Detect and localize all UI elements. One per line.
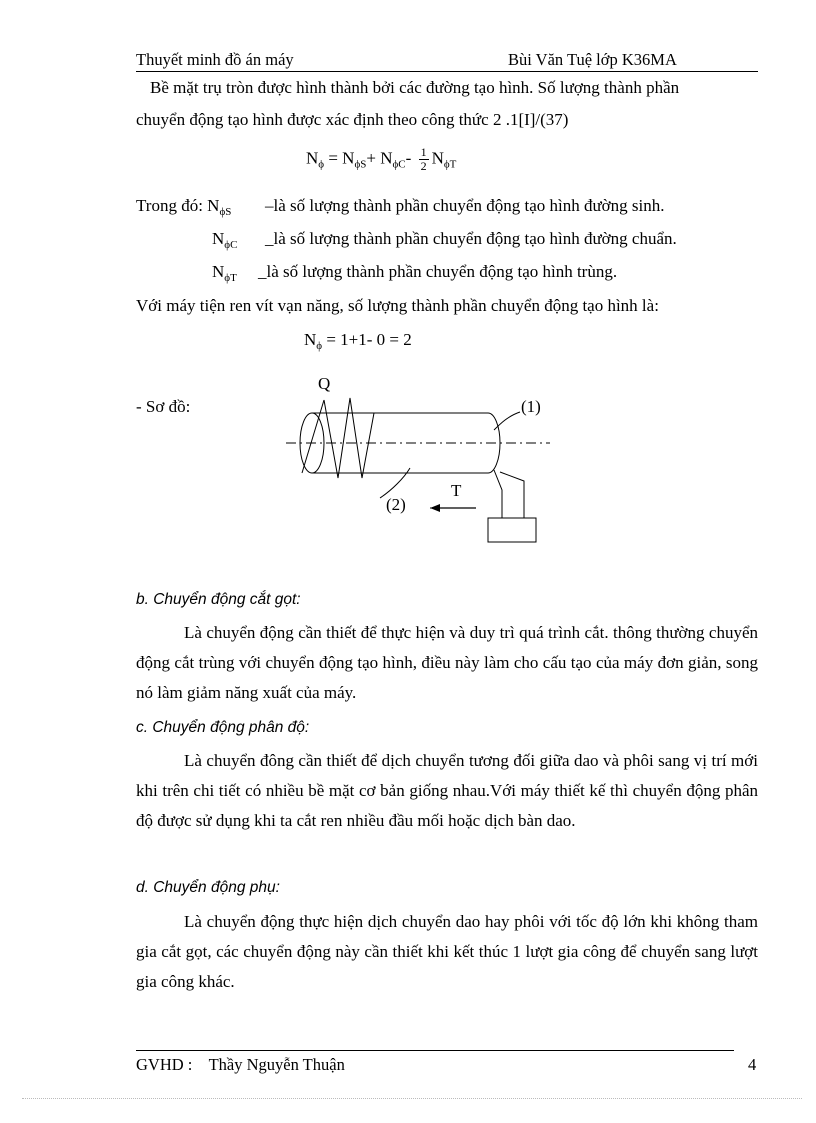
lathe-diagram: [280, 368, 570, 553]
header-left: Thuyết minh đồ án máy: [136, 50, 294, 69]
footer-rule: [136, 1050, 734, 1051]
diagram-label-1: (1): [521, 397, 541, 416]
definition-symbol: N: [212, 262, 225, 281]
result-value: = 1+1- 0 = 2: [322, 330, 412, 349]
formula-plus: +: [366, 148, 381, 168]
formula-lhs: N: [306, 148, 319, 168]
tool-holder: [488, 518, 536, 542]
definition-row-2: [212, 229, 237, 251]
page-number: 4: [748, 1055, 757, 1074]
definition-row-3: [212, 262, 237, 284]
definition-symbol-sub: ϕS: [219, 206, 232, 218]
fraction-numerator: 1: [420, 145, 427, 159]
definition-symbol: N: [207, 196, 220, 215]
section-c-title: c. Chuyển động phân độ:: [136, 719, 310, 736]
formula-eq: =: [324, 148, 343, 168]
formula-fraction: [419, 146, 429, 173]
result-symbol: N: [304, 330, 317, 349]
formula-result: [304, 330, 412, 352]
formula-lhs-sub: ϕ: [318, 158, 325, 171]
definition-text-2: _là số lượng thành phần chuyển động tạo hình đường chuẩn.: [265, 229, 677, 248]
diagram-label: - Sơ đồ:: [136, 397, 191, 416]
definition-symbol-sub: ϕC: [224, 239, 238, 251]
header-right: Bùi Văn Tuệ lớp K36MA: [508, 50, 677, 69]
section-d-text: Là chuyển động thực hiện dịch chuyển dao hay phôi với tốc độ lớn khi không tham gia cắt gọt, các chuyển động này cần thiết khi kết thúc 1 lượt gia công để chuyển sang lượt gia công khác.: [136, 912, 758, 991]
intro-line-1: Bề mặt trụ tròn được hình thành bởi các đường tạo hình. Số lượng thành phần: [150, 78, 680, 97]
lathe-line: Với máy tiện ren vít vạn năng, số lượng thành phần chuyển động tạo hình là:: [136, 296, 659, 315]
tool-shank-right: [500, 472, 524, 518]
definition-text-1: –là số lượng thành phần chuyển động tạo hình đường sinh.: [265, 196, 665, 215]
formula-t3: N: [431, 148, 444, 168]
definition-row-1: [136, 196, 231, 218]
definition-symbol: N: [212, 229, 225, 248]
formula-minus: -: [405, 148, 416, 168]
diagram-label-q: Q: [318, 374, 331, 393]
definition-text-3: _là số lượng thành phần chuyển động tạo hình trùng.: [258, 262, 618, 281]
footer-advisor: GVHD : Thầy Nguyễn Thuận: [136, 1055, 345, 1074]
page-bottom-border: [22, 1098, 802, 1099]
formula-t2: N: [380, 148, 393, 168]
section-d-title: d. Chuyển động phụ:: [136, 879, 280, 896]
header-rule: [136, 71, 758, 72]
helix-line: [324, 398, 374, 478]
intro-line-2: chuyển động tạo hình được xác định theo công thức 2 .1[I]/(37): [136, 110, 569, 129]
formula-t3-sub: ϕT: [443, 158, 457, 171]
diagram-label-t: T: [451, 481, 462, 500]
formula-t2-sub: ϕC: [392, 158, 406, 171]
tool-shank-left: [494, 470, 502, 518]
fraction-denominator: 2: [420, 159, 427, 173]
section-b-text: Là chuyển động cần thiết để thực hiện và duy trì quá trình cắt. thông thường chuyển động cắt trùng với chuyển động tạo hình, điều này làm cho cấu tạo của máy đơn giản, song nó làm giảm năng xuất của máy.: [136, 623, 758, 702]
feed-arrow-head: [430, 504, 440, 512]
formula-t1: N: [342, 148, 355, 168]
section-b-title: b. Chuyển động cắt gọt:: [136, 591, 301, 608]
formula-tao-hinh: [306, 146, 456, 173]
section-c-text: Là chuyển đông cần thiết để dịch chuyển tương đối giữa dao và phôi sang vị trí mới khi trên chi tiết có nhiều bề mặt cơ bản giống nhau.Với máy thiết kế thì chuyển động phân độ được sử dụng khi ta cắt ren nhiều đầu mối hoặc dịch bàn dao.: [136, 751, 758, 830]
formula-t1-sub: ϕS: [354, 158, 367, 171]
result-symbol-sub: ϕ: [316, 340, 323, 352]
definition-symbol-sub: ϕT: [224, 272, 237, 284]
diagram-label-2: (2): [386, 495, 406, 514]
definitions-lead: Trong đó:: [136, 196, 208, 215]
helix-back-line: [302, 400, 324, 473]
